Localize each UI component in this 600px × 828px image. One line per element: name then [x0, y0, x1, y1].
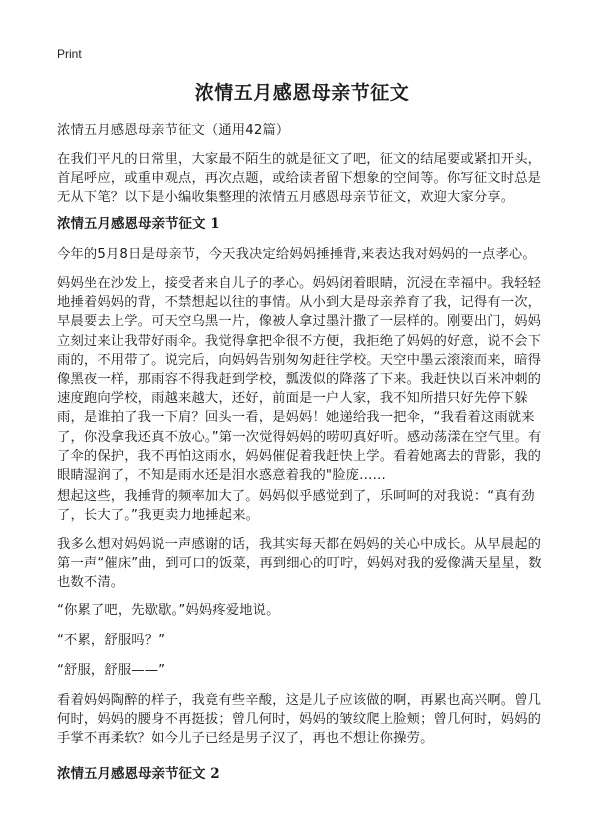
paragraph: 我多么想对妈妈说一声感谢的话，我其实每天都在妈妈的关心中成长。从早晨起的第一声“催床”曲，到可口的饭菜，再到细心的叮咛，妈妈对我的爱像满天星星，数也数不清。: [57, 537, 542, 591]
print-label: Print: [57, 47, 82, 61]
paragraph: 想起这些，我捶背的频率加大了。妈妈似乎感觉到了，乐呵呵的对我说：“真有劲了，长大了。”我更卖力地捶起来。: [57, 489, 535, 524]
paragraph: 妈妈坐在沙发上，接受者来自儿子的孝心。妈妈闭着眼睛，沉浸在幸福中。我轻轻地捶着妈妈的背，不禁想起以往的事情。从小到大是母亲养育了我，记得有一次，早晨要去上学。可天空乌黑一片，像被人拿过墨汁撒了一层样的。刚要出门，妈妈立刻过来让我带好雨伞。我觉得拿把伞很不方便，我拒绝了妈妈的好意，说不会下雨的，不用带了。说完后，向妈妈告别匆匆赶往学校。天空中墨云滚滚而来，暗得像黑夜一样，那雨容不得我赶到学校，瓢泼似的降落了下来。我赶快以百米冲刺的速度跑向学校，雨越来越大，还好，前面是一户人家，我不知所措只好先停下躲雨，是谁拍了我一下肩？回头一看，是妈妈！她递给我一把伞，“我看着这雨就来了，你没拿我还真不放心。”第一次觉得妈妈的唠叨真好听。感动荡漾在空气里。有了伞的保护，我不再怕这雨水，妈妈催促着我赶快上学。看着她离去的背影，我的眼睛湿润了，不知是雨水还是泪水惑意着我的"脸庞……: [57, 276, 542, 484]
paragraph: “你累了吧，先歇歇。”妈妈疼爱地说。: [57, 603, 280, 618]
paragraph: “舒服，舒服——”: [57, 663, 166, 678]
section-title: 浓情五月感恩母亲节征文 2: [57, 766, 220, 782]
document-subtitle: 浓情五月感恩母亲节征文（通用42篇）: [57, 123, 290, 138]
paragraph: 看着妈妈陶醉的样子，我竟有些辛酸，这是儿子应该做的啊，再累也高兴啊。曾几何时，妈妈的腰身不再挺拔；曾几何时，妈妈的皱纹爬上脸颊；曾几何时，妈妈的手掌不再柔软？如今儿子已经是男子汉了，再也不想让你操劳。: [57, 693, 542, 747]
intro-paragraph: 在我们平凡的日常里，大家最不陌生的就是征文了吧，征文的结尾要或紧扣开头，首尾呼应，或重申观点，再次点题，或给读者留下想象的空间等。你写征文时总是无从下笔？以下是小编收集整理的浓情五月感恩母亲节征文，欢迎大家分享。: [57, 152, 542, 206]
document-title: 浓情五月感恩母亲节征文: [194, 82, 410, 104]
section-title: 浓情五月感恩母亲节征文 1: [57, 216, 220, 232]
paragraph: 今年的5月8日是母亲节，今天我决定给妈妈捶捶背,来表达我对妈妈的一点孝心。: [57, 247, 536, 262]
paragraph: “不累，舒服吗？”: [57, 633, 166, 648]
